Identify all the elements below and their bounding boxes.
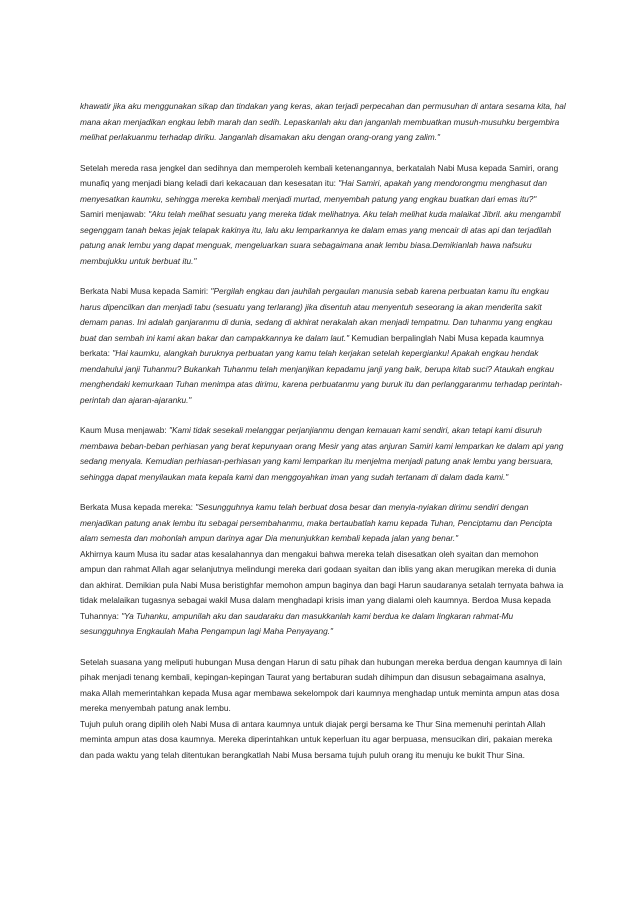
- quoted-speech: "Sesungguhnya kamu telah berbuat dosa besar dan menyia-nyiakan dirimu sendiri dengan menjadikan patung anak lembu itu sebagai persembahanmu, maka bertaubatlah kamu kepada Tuhan, Penciptamu dan Pencipta alam semesta dan mohonlah ampun darinya agar Dia menunjukkan kembali kepada jalan yang benar.": [80, 502, 553, 543]
- paragraph: [80, 207, 566, 269]
- quoted-speech: "Hai Samiri, apakah yang mendorongmu menghasut dan menyesatkan kaumku, sehingga mereka kembali menjadi murtad, menyembah patung yang engkau buatkan dari emas itu?": [80, 178, 547, 204]
- narration-text: Setelah mereda rasa jengkel dan sedihnya dan memperoleh kembali ketenangannya, berkatalah Nabi Musa kepada Samiri, orang munafiq yang menjadi biang keladi dari kekacauan dan kesesatan itu:: [80, 162, 559, 188]
- narration-text: Berkata Nabi Musa kepada Samiri:: [80, 286, 211, 296]
- quoted-speech: "Aku telah melihat sesuatu yang mereka tidak melihatnya. Aku telah melihat kuda malaikat Jibril. aku mengambil segenggam tanah bekas jejak telapak kakinya itu, lalu aku lemparkannya ke dalam emas yang mencair di atas api dan terjadilah patung anak lembu yang dapat menguak, mengeluarkan suara sebagaimana anak lembu biasa.Demikianlah hawa nafsuku membujukku untuk berbuat itu.": [80, 209, 561, 266]
- quoted-speech: "Hai kaumku, alangkah buruknya perbuatan yang kamu telah kerjakan setelah kepergianku! Apakah engkau hendak mendahului janji Tuhanmu? Bukankah Tuhanmu telah menjanjikan kepadamu janji yang baik, berupa kitab suci? Ataukah engkau menghendaki kemurkaan Tuhan menimpa atas dirimu, karena perbuatanmu yang buruk itu dan perlanggaranmu terhadap perintah-perintah dan ajaran-ajaranku.": [80, 348, 563, 405]
- paragraph: [80, 161, 566, 208]
- paragraph: [80, 547, 566, 640]
- quoted-speech: khawatir jika aku menggunakan sikap dan tindakan yang keras, akan terjadi perpecahan dan permusuhan di antara sesama kita, hal mana akan menjadikan engkau lebih marah dan sedih. Lepaskanlah aku dan janganlah membuatkan musuh-musuhku bergembira melihat perlakuanmu terhadap diriku. Janganlah disamakan aku dengan orang-orang yang zalim.": [80, 101, 566, 142]
- quoted-speech: "Kami tidak sesekali melanggar perjanjianmu dengan kemauan kami sendiri, akan tetapi kami disuruh membawa beban-beban perhiasan yang berat kepunyaan orang Mesir yang atas anjuran Samiri kami lemparkan ke dalam api yang sedang menyala. Kemudian perhiasan-perhiasan yang kami lemparkan itu menjelma menjadi patung anak lembu yang bersuara, sehingga dapat menyilaukan mata kepala kami dan menggoyahkan iman yang sudah tertanam di dalam dada kami.": [80, 425, 564, 482]
- narration-text: Kemudian berpalinglah Nabi Musa kepada kaumnya berkata:: [80, 332, 544, 358]
- paragraph: [80, 655, 566, 717]
- paragraph: [80, 717, 566, 764]
- paragraph: [80, 423, 566, 485]
- paragraph: [80, 99, 566, 146]
- narration-text: Tujuh puluh orang dipilih oleh Nabi Musa di antara kaumnya untuk diajak pergi bersama ke Thur Sina memenuhi perintah Allah meminta ampun atas dosa kaumnya. Mereka diperintahkan untuk keperluan itu agar berpuasa, mensucikan diri, pakaian mereka dan pada waktu yang telah ditentukan berangkatlah Nabi Musa bersama tujuh puluh orang itu menuju ke bukit Thur Sina.: [80, 718, 553, 760]
- quoted-speech: "Ya Tuhanku, ampunilah aku dan saudaraku dan masukkanlah kami berdua ke dalam lingkaran rahmat-Mu sesungguhnya Engkaulah Maha Pengampun lagi Maha Penyayang.": [80, 610, 514, 636]
- narration-text: Berkata Musa kepada mereka:: [80, 502, 196, 512]
- narration-text: Setelah suasana yang meliputi hubungan Musa dengan Harun di satu pihak dan hubungan mereka berdua dengan kaumnya di lain pihak menjadi tenang kembali, kepingan-kepingan Taurat yang bertaburan sudah dihimpun dan disusun sebagaimana asalnya, maka Allah memerintahkan kepada Musa agar membawa sekelompok dari kaumnya menghadap untuk meminta ampun atas dosa mereka menyembah patung anak lembu.: [80, 656, 563, 713]
- document-page: [80, 99, 566, 778]
- quoted-speech: "Pergilah engkau dan jauhilah pergaulan manusia sebab karena perbuatan kamu itu engkau harus dipencilkan dan menjadi tabu (sesuatu yang terlarang) jika disentuh atau menyentuh seseorang ia akan menderita sakit demam panas. Ini adalah ganjaranmu di dunia, sedang di akhirat nerakalah akan menjadi tempatmu. Dan tuhanmu yang engkau buat dan sembah ini kami akan bakar dan campakkannya ke dalam laut.": [80, 286, 553, 343]
- paragraph: [80, 284, 566, 408]
- narration-text: Akhirnya kaum Musa itu sadar atas kesalahannya dan mengakui bahwa mereka telah disesatkan oleh syaitan dan memohon ampun dan rahmat Allah agar selanjutnya melindungi mereka dari godaan syaitan dan iblis yang akan merugikan mereka di dunia dan akhirat. Demikian pula Nabi Musa beristighfar memohon ampun baginya dan bagi Harun saudaranya setalah ternyata bahwa ia tidak melalaikan tugasnya sebagai wakil Musa dalam menghadapi krisis iman yang dialami oleh kaumnya. Berdoa Musa kepada Tuhannya:: [80, 548, 564, 621]
- narration-text: Kaum Musa menjawab:: [80, 425, 170, 435]
- paragraph: [80, 500, 566, 547]
- narration-text: Samiri menjawab:: [80, 209, 149, 219]
